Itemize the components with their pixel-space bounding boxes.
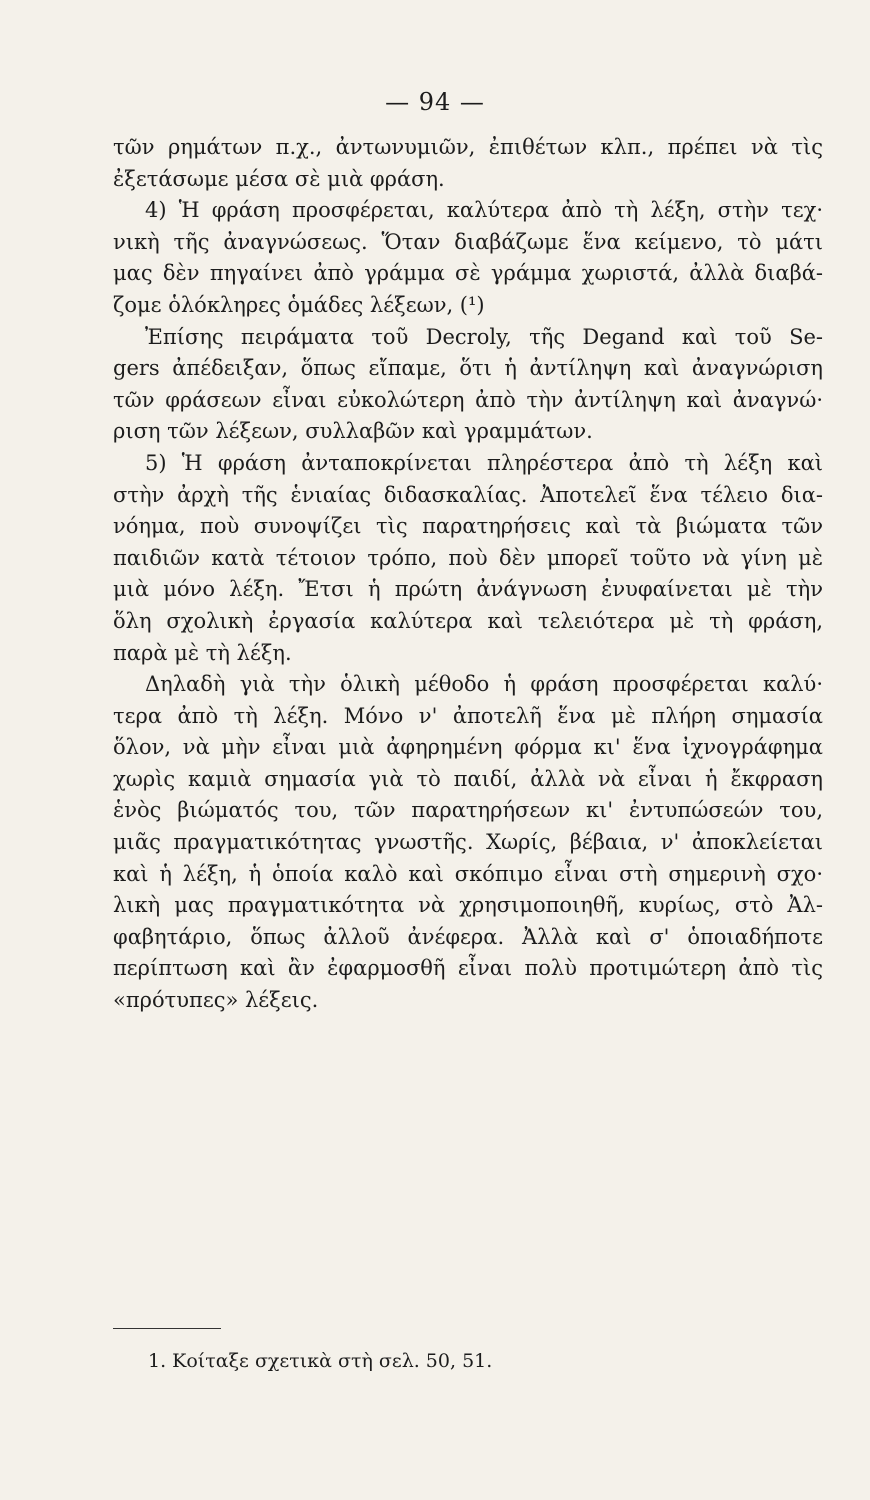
text-line-18: Δηλαδὴ γιὰ τὴν ὁλικὴ μέθοδο ἡ φράση προσφέρεται καλύ· <box>145 672 823 697</box>
footnote-divider <box>113 1328 221 1329</box>
text-line-5: μας δὲν πηγαίνει ἀπὸ γράμμα σὲ γράμμα χωριστά, ἀλλὰ διαβά- <box>113 261 823 286</box>
text-line-12: στὴν ἀρχὴ τῆς ἑνιαίας διδασκαλίας. Ἀποτελεῖ ἕνα τέλειο δια- <box>113 482 823 507</box>
text-line-11: 5) Ἡ φράση ἀνταποκρίνεται πληρέστερα ἀπὸ τὴ λέξη καὶ <box>145 450 823 475</box>
text-line-1: τῶν ρημάτων π.χ., ἀντωνυμιῶν, ἐπιθέτων κλπ., πρέπει νὰ τὶς <box>113 135 823 159</box>
text-line-14: παιδιῶν κατὰ τέτοιον τρόπο, ποὺ δὲν μπορεῖ τοῦτο νὰ γίνη μὲ <box>113 545 823 570</box>
text-line-21: χωρὶς καμιὰ σημασία γιὰ τὸ παιδί, ἀλλὰ νὰ εἶναι ἡ ἔκφραση <box>113 766 823 791</box>
text-line-28: «πρότυπες» λέξεις. <box>113 988 319 1013</box>
text-line-22: ἑνὸς βιώματός του, τῶν παρατηρήσεων κι' ἐντυπώσεών του, <box>113 798 823 823</box>
footnote: 1. Κοίταξε σχετικὰ στὴ σελ. 50, 51. <box>148 1350 493 1372</box>
body-text <box>113 132 823 1017</box>
text-line-19: τερα ἀπὸ τὴ λέξη. Μόνο ν' ἀποτελῆ ἕνα μὲ πλήρη σημασία <box>113 703 823 728</box>
page-number: — 94 — <box>385 88 485 116</box>
text-line-16: ὅλη σχολικὴ ἐργασία καλύτερα καὶ τελειότερα μὲ τὴ φράση, <box>113 608 823 633</box>
text-line-17: παρὰ μὲ τὴ λέξη. <box>113 640 292 665</box>
text-line-13: νόημα, ποὺ συνοψίζει τὶς παρατηρήσεις καὶ τὰ βιώματα τῶν <box>113 514 823 539</box>
text-line-4: νικὴ τῆς ἀναγνώσεως. Ὅταν διαβάζωμε ἕνα κείμενο, τὸ μάτι <box>113 229 823 254</box>
text-line-25: λικὴ μας πραγματικότητα νὰ χρησιμοποιηθῆ, κυρίως, στὸ Ἀλ- <box>113 893 823 918</box>
text-line-7: Ἐπίσης πειράματα τοῦ Decroly, τῆς Degand καὶ τοῦ Se- <box>145 324 823 349</box>
text-line-23: μιᾶς πραγματικότητας γνωστῆς. Χωρίς, βέβαια, ν' ἀποκλείεται <box>113 830 823 855</box>
text-line-27: περίπτωση καὶ ἂν ἐφαρμοσθῆ εἶναι πολὺ προτιμώτερη ἀπὸ τὶς <box>113 956 823 981</box>
text-line-6: ζομε ὁλόκληρες ὁμάδες λέξεων, (¹) <box>113 292 485 317</box>
text-line-8: gers ἀπέδειξαν, ὅπως εἴπαμε, ὅτι ἡ ἀντίληψη καὶ ἀναγνώριση <box>113 356 823 381</box>
text-line-20: ὅλον, νὰ μὴν εἶναι μιὰ ἀφηρημένη φόρμα κι' ἕνα ἰχνογράφημα <box>113 735 823 760</box>
text-line-2: ἐξετάσωμε μέσα σὲ μιὰ φράση. <box>113 166 445 191</box>
text-line-9: τῶν φράσεων εἶναι εὐκολώτερη ἀπὸ τὴν ἀντίληψη καὶ ἀναγνώ· <box>113 387 823 412</box>
text-line-15: μιὰ μόνο λέξη. Ἔτσι ἡ πρώτη ἀνάγνωση ἐνυφαίνεται μὲ τὴν <box>113 577 823 602</box>
text-line-26: φαβητάριο, ὅπως ἀλλοῦ ἀνέφερα. Ἀλλὰ καὶ σ' ὁποιαδήποτε <box>113 924 823 949</box>
text-line-3: 4) Ἡ φράση προσφέρεται, καλύτερα ἀπὸ τὴ λέξη, στὴν τεχ· <box>145 198 823 223</box>
text-line-24: καὶ ἡ λέξη, ἡ ὁποία καλὸ καὶ σκόπιμο εἶναι στὴ σημερινὴ σχο· <box>113 861 823 886</box>
text-line-10: ριση τῶν λέξεων, συλλαβῶν καὶ γραμμάτων. <box>113 419 593 444</box>
